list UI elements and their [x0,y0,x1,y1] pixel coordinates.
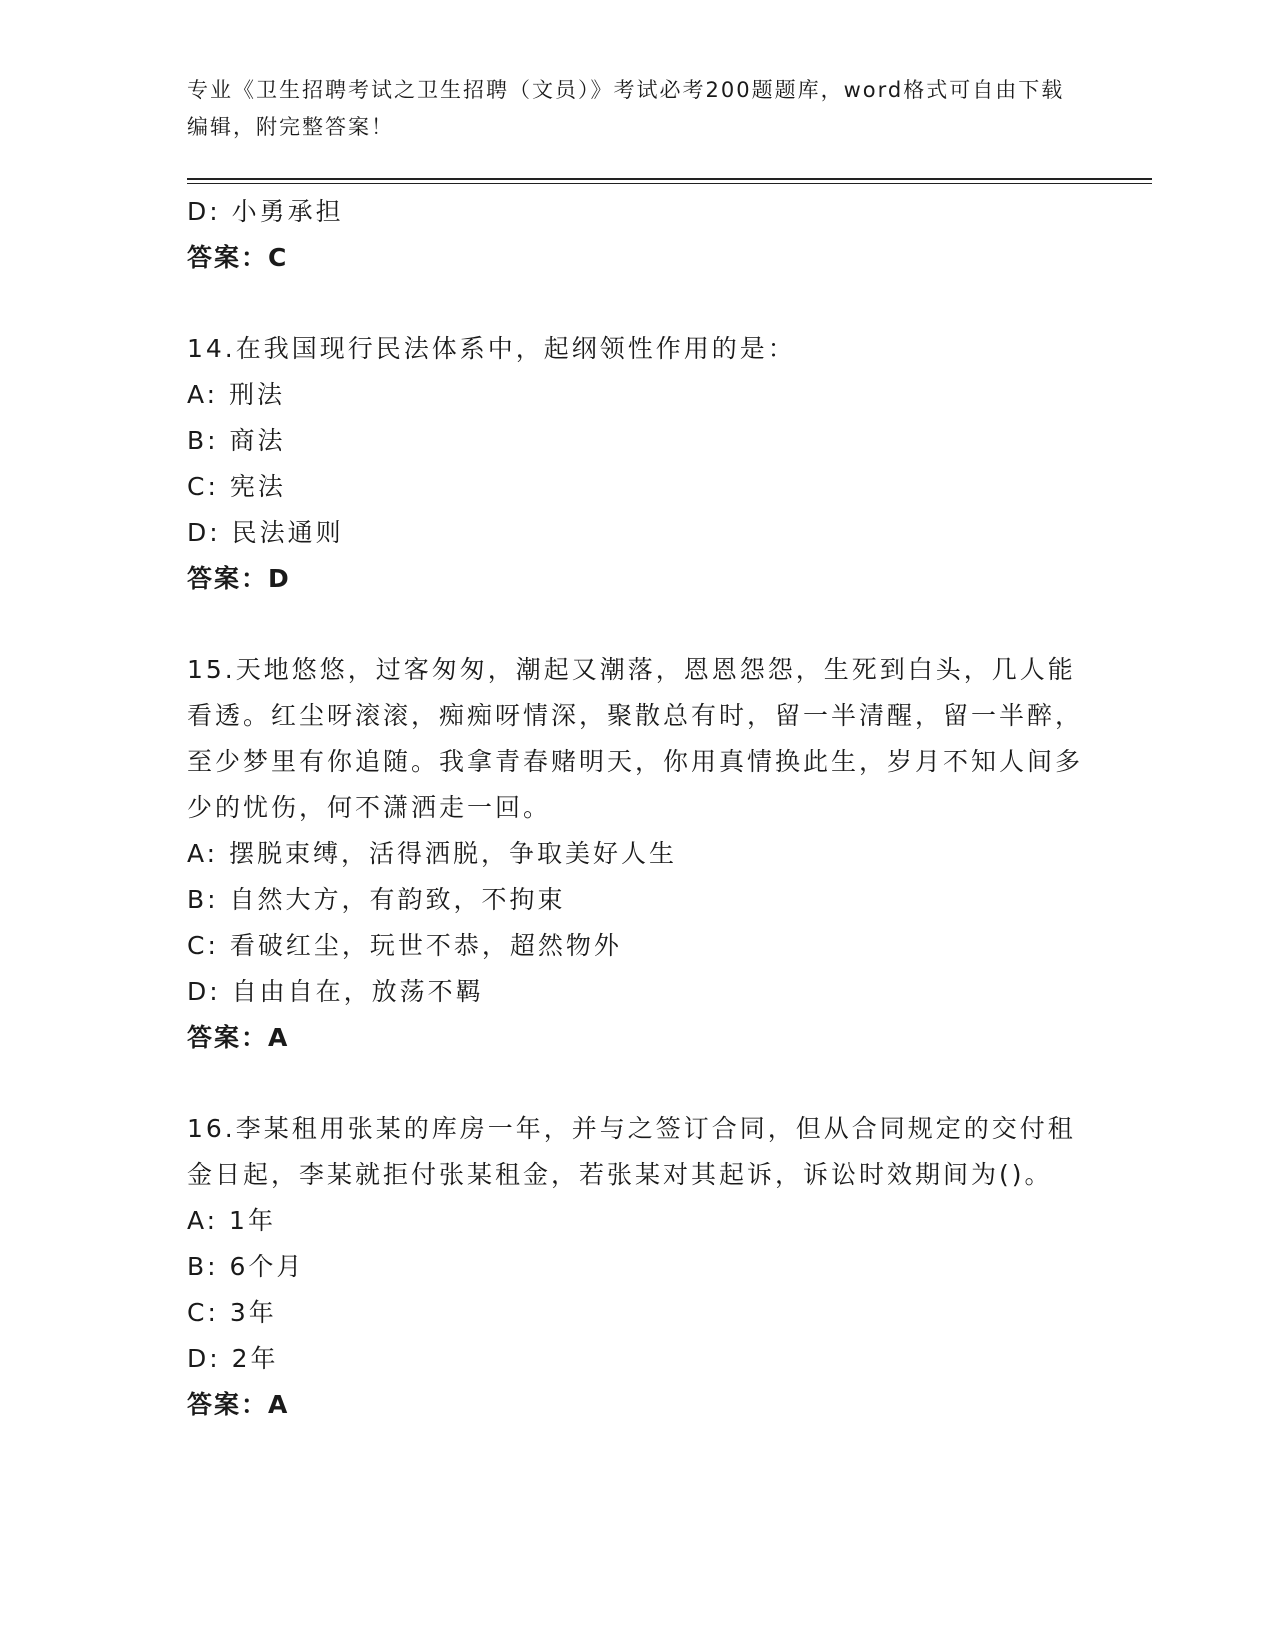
option-a: A: 刑法 [187,380,286,409]
answer: 答案：A [187,1390,290,1419]
option-a: A: 摆脱束缚，活得洒脱，争取美好人生 [187,839,678,868]
question-15 [187,647,1087,1061]
option-b: B: 6个月 [187,1252,305,1281]
option-d: D: 民法通则 [187,518,344,547]
question-14 [187,326,1087,602]
option-d: D: 2年 [187,1344,279,1373]
question-16 [187,1106,1087,1428]
option-b: B: 商法 [187,426,286,455]
header-divider-thick [187,178,1152,180]
answer: 答案：D [187,564,291,593]
document-header: 专业《卫生招聘考试之卫生招聘（文员）》考试必考200题题库，word格式可自由下载编辑，附完整答案！ [187,78,1065,139]
header-divider-thin [187,183,1152,184]
q13-option-d: D: 小勇承担 [187,197,344,226]
q13-answer: 答案：C [187,243,289,272]
option-d: D: 自由自在，放荡不羁 [187,977,484,1006]
option-c: C: 3年 [187,1298,277,1327]
option-b: B: 自然大方，有韵致，不拘束 [187,885,566,914]
question-stem: 15.天地悠悠，过客匆匆，潮起又潮落，恩恩怨怨，生死到白头，几人能看透。红尘呀滚滚，痴痴呀情深，聚散总有时，留一半清醒，留一半醉，至少梦里有你追随。我拿青春赌明天，你用真情换此生，岁月不知人间多少的忧伤，何不潇洒走一回。 [187,655,1084,822]
answer: 答案：A [187,1023,290,1052]
question-stem: 14.在我国现行民法体系中，起纲领性作用的是： [187,334,796,363]
option-c: C: 宪法 [187,472,286,501]
option-c: C: 看破红尘，玩世不恭，超然物外 [187,931,622,960]
question-content [187,189,1087,1428]
question-stem: 16.李某租用张某的库房一年，并与之签订合同，但从合同规定的交付租金日起，李某就拒付张某租金，若张某对其起诉，诉讼时效期间为()。 [187,1114,1076,1189]
option-a: A: 1年 [187,1206,276,1235]
